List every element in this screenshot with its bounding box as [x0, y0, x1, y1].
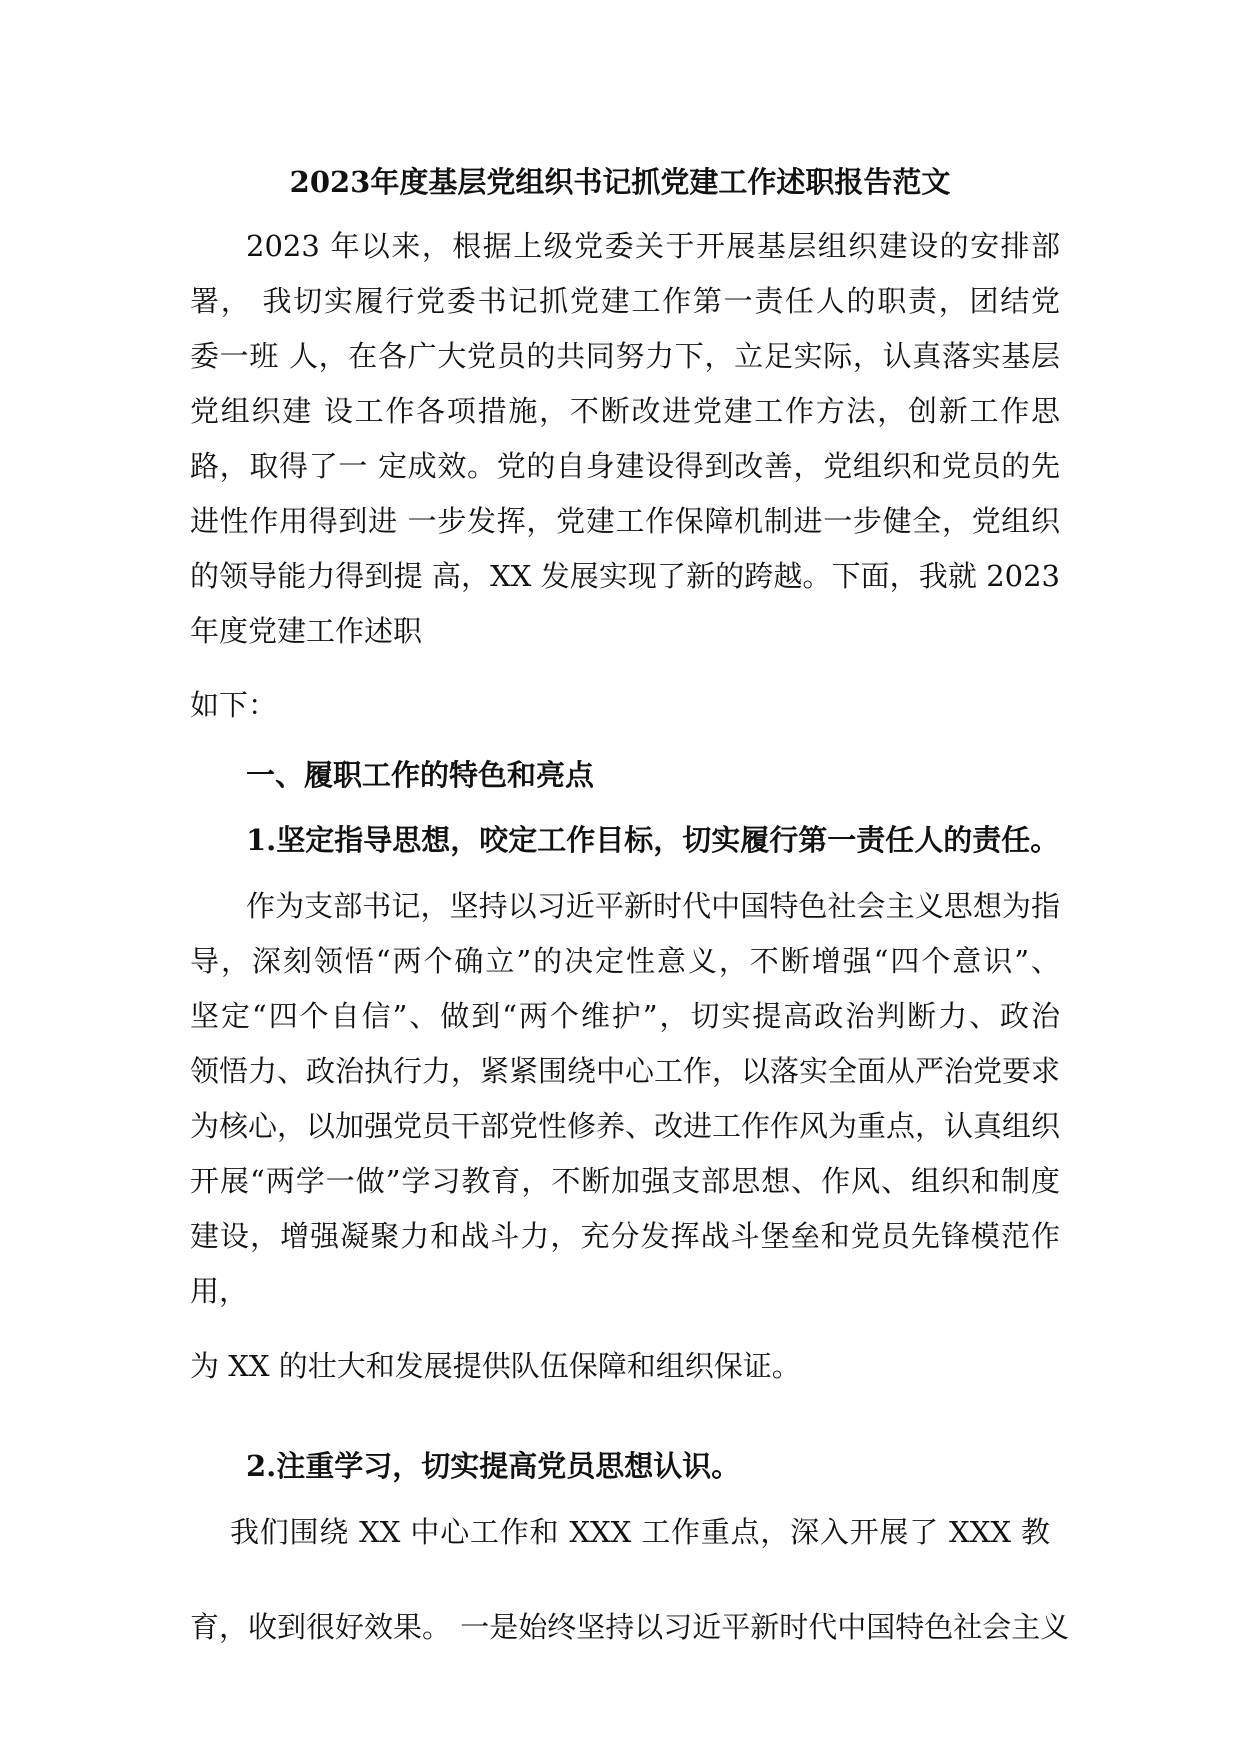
item1-line-2: 导，深刻领悟“两个确立”的决定性意义，不断增强“四个意识”、: [190, 944, 1060, 978]
item1-line-3: 坚定“四个自信”、做到“两个维护”，切实提高政治判断力、政治: [190, 999, 1060, 1033]
item1-line-5: 为核心，以加强党员干部党性修养、改进工作作风为重点，认真组织: [190, 1109, 1061, 1143]
section-heading-1: 一、履职工作的特色和亮点: [246, 758, 595, 792]
intro-line-2: 署， 我切实履行党委书记抓党建工作第一责任人的职责，团结党: [190, 284, 1060, 318]
item1-line-4: 领悟力、政治执行力，紧紧围绕中心工作，以落实全面从严治党要求: [190, 1054, 1061, 1088]
intro-line-3: 委一班 人，在各广大党员的共同努力下，立足实际，认真落实基层: [190, 339, 1060, 373]
intro-line-1: 2023 年以来，根据上级党委关于开展基层组织建设的安排部: [246, 229, 1060, 263]
item2-line-1: 我们围绕 XX 中心工作和 XXX 工作重点，深入开展了 XXX 教: [230, 1515, 1050, 1549]
item-heading-2: 2.注重学习，切实提高党员思想认识。: [246, 1449, 741, 1483]
intro-line-5: 路，取得了一 定成效。党的自身建设得到改善，党组织和党员的先: [190, 449, 1060, 483]
item1-line-6: 开展“两学一做”学习教育，不断加强支部思想、作风、组织和制度: [190, 1164, 1060, 1198]
item1-line-7: 建设，增强凝聚力和战斗力，充分发挥战斗堡垒和党员先锋模范作: [190, 1219, 1060, 1253]
intro-tail: 如下：: [190, 688, 278, 722]
item1-tail: 为 XX 的壮大和发展提供队伍保障和组织保证。: [190, 1349, 801, 1383]
item1-line-1: 作为支部书记，坚持以习近平新时代中国特色社会主义思想为指: [246, 889, 1060, 923]
document-title: 2023年度基层党组织书记抓党建工作述职报告范文: [289, 165, 951, 199]
item-heading-1: 1.坚定指导思想，咬定工作目标，切实履行第一责任人的责任。: [246, 823, 1060, 857]
item1-line-8: 用，: [190, 1274, 249, 1308]
intro-line-7: 的领导能力得到提 高，XX 发展实现了新的跨越。下面，我就 2023: [190, 559, 1060, 593]
intro-line-6: 进性作用得到进 一步发挥，党建工作保障机制进一步健全，党组织: [190, 504, 1060, 538]
intro-line-8: 年度党建工作述职: [190, 614, 423, 648]
item2-line-2: 育，收到很好效果。 一是始终坚持以习近平新时代中国特色社会主义: [190, 1610, 1070, 1644]
intro-line-4: 党组织建 设工作各项措施，不断改进党建工作方法，创新工作思: [190, 394, 1060, 428]
